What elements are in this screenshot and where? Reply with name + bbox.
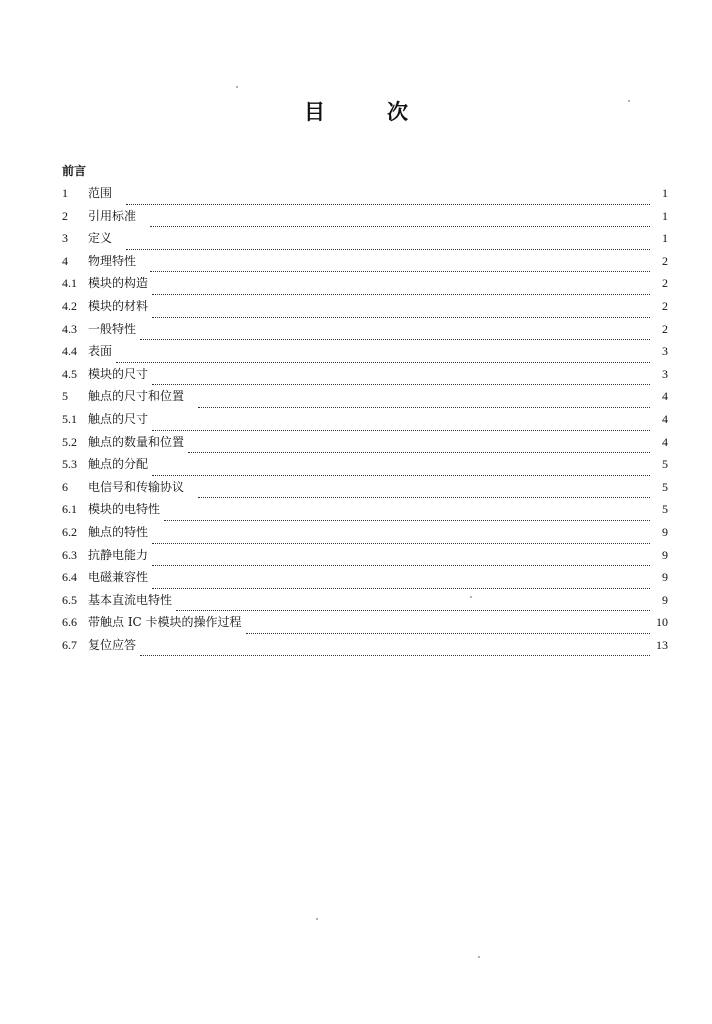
toc-entry-number: 6.4 (62, 570, 77, 585)
toc-entry (62, 479, 668, 502)
toc-entry-number: 4.1 (62, 276, 77, 291)
toc-entry-number: 3 (62, 231, 68, 246)
title-part-2: 次 (387, 100, 408, 124)
dot-leader (152, 475, 650, 476)
toc-entry-number: 6.3 (62, 547, 77, 562)
toc-entry-title: 基本直流电特性 (88, 592, 173, 607)
toc-entry-title: 表面 (88, 344, 113, 359)
toc-entry-number: 6.5 (62, 592, 77, 607)
toc-entry-title: 带触点 IC 卡模块的操作过程 (88, 615, 242, 630)
toc-entry-page: 3 (662, 344, 668, 359)
toc-entry-number: 5 (62, 389, 68, 404)
toc-entry (62, 592, 668, 615)
dot-leader (152, 294, 650, 295)
dot-leader (164, 520, 650, 521)
dot-leader (152, 317, 650, 318)
toc-entry-page: 3 (662, 366, 668, 381)
toc-entry (62, 253, 668, 276)
toc-entry-title: 一般特性 (88, 321, 137, 336)
toc-entry-page: 2 (662, 321, 668, 336)
toc-entry-page: 2 (662, 253, 668, 268)
dot-leader (140, 655, 650, 656)
toc-entry-title: 定义 (88, 231, 113, 246)
toc-entry-page: 9 (662, 570, 668, 585)
toc-entry-number: 6 (62, 479, 68, 494)
toc-entry-number: 6.6 (62, 615, 77, 630)
toc-entry-title: 触点的尺寸 (88, 411, 149, 426)
dot-leader (126, 204, 650, 205)
toc-entry-number: 4.5 (62, 366, 77, 381)
toc-entry (62, 637, 668, 660)
toc-entry (62, 524, 668, 547)
dot-leader (126, 249, 650, 250)
toc-entry-title: 复位应答 (88, 637, 137, 652)
dot-leader (150, 226, 650, 227)
toc-entry-page: 10 (656, 615, 668, 630)
dot-leader (152, 543, 650, 544)
toc-entry-title: 模块的材料 (88, 298, 149, 313)
dot-leader (150, 271, 650, 272)
toc-entry-title: 模块的构造 (88, 276, 149, 291)
toc-entry (62, 230, 668, 253)
toc-entry-number: 5.2 (62, 434, 77, 449)
toc-entry-number: 6.1 (62, 502, 77, 517)
toc-entry (62, 501, 668, 524)
toc-entry-title: 触点的数量和位置 (88, 434, 185, 449)
toc-entry-page: 1 (662, 231, 668, 246)
toc-entry-number: 2 (62, 208, 68, 223)
toc-entry-title: 物理特性 (88, 253, 137, 268)
toc-entry-number: 5.1 (62, 411, 77, 426)
toc-entry-title: 触点的分配 (88, 457, 149, 472)
scan-speck (470, 596, 472, 598)
foreword-heading: 前言 (62, 164, 87, 178)
toc-entry-title: 引用标准 (88, 208, 137, 223)
toc-entry-page: 9 (662, 592, 668, 607)
scan-speck (628, 100, 630, 102)
toc-entry (62, 298, 668, 321)
toc-entry-number: 4.4 (62, 344, 77, 359)
dot-leader (152, 430, 650, 431)
toc-entry-number: 1 (62, 186, 68, 200)
toc-entry-page: 1 (662, 186, 668, 200)
toc-entry-number: 5.3 (62, 457, 77, 472)
toc-entry (62, 366, 668, 389)
toc-entry-page: 4 (662, 434, 668, 449)
toc-entry-number: 6.2 (62, 524, 77, 539)
dot-leader (176, 610, 650, 611)
toc-entry-page: 1 (662, 208, 668, 223)
dot-leader (198, 497, 650, 498)
dot-leader (246, 633, 650, 634)
dot-leader (188, 452, 650, 453)
toc-entry (62, 434, 668, 457)
toc-entry (62, 321, 668, 344)
toc-entry (62, 388, 668, 411)
toc-entry (62, 185, 668, 208)
toc-entry-title: 电信号和传输协议 (88, 479, 185, 494)
toc-entry-number: 4.3 (62, 321, 77, 336)
toc-entry (62, 275, 668, 298)
toc-entry-title: 触点的特性 (88, 524, 149, 539)
dot-leader (152, 588, 650, 589)
toc-entry (62, 343, 668, 366)
toc-entry-page: 9 (662, 547, 668, 562)
toc-entry-title: 模块的电特性 (88, 502, 161, 517)
toc-entry-page: 9 (662, 524, 668, 539)
table-of-contents (62, 185, 668, 659)
toc-entry-page: 13 (656, 637, 668, 652)
toc-entry-page: 5 (662, 502, 668, 517)
toc-entry-number: 4.2 (62, 298, 77, 313)
toc-entry-page: 4 (662, 389, 668, 404)
toc-entry (62, 614, 668, 637)
toc-entry (62, 411, 668, 434)
toc-entry-page: 5 (662, 479, 668, 494)
title-part-1: 目 (304, 100, 325, 124)
toc-entry (62, 569, 668, 592)
scan-speck (236, 86, 238, 88)
dot-leader (116, 362, 650, 363)
toc-entry-title: 电磁兼容性 (88, 570, 149, 585)
dot-leader (152, 384, 650, 385)
toc-entry-number: 4 (62, 253, 68, 268)
toc-entry-page: 4 (662, 411, 668, 426)
toc-entry (62, 456, 668, 479)
toc-entry (62, 208, 668, 231)
scan-speck (316, 918, 318, 920)
toc-entry-page: 5 (662, 457, 668, 472)
dot-leader (140, 339, 650, 340)
toc-entry-page: 2 (662, 276, 668, 291)
toc-entry-number: 6.7 (62, 637, 77, 652)
scan-speck (478, 956, 480, 958)
toc-entry (62, 547, 668, 570)
dot-leader (152, 565, 650, 566)
toc-entry-title: 抗静电能力 (88, 547, 149, 562)
dot-leader (198, 407, 650, 408)
toc-entry-title: 模块的尺寸 (88, 366, 149, 381)
toc-entry-page: 2 (662, 298, 668, 313)
toc-entry-title: 触点的尺寸和位置 (88, 389, 185, 404)
toc-entry-title: 范围 (88, 186, 113, 200)
page-title (0, 96, 712, 126)
